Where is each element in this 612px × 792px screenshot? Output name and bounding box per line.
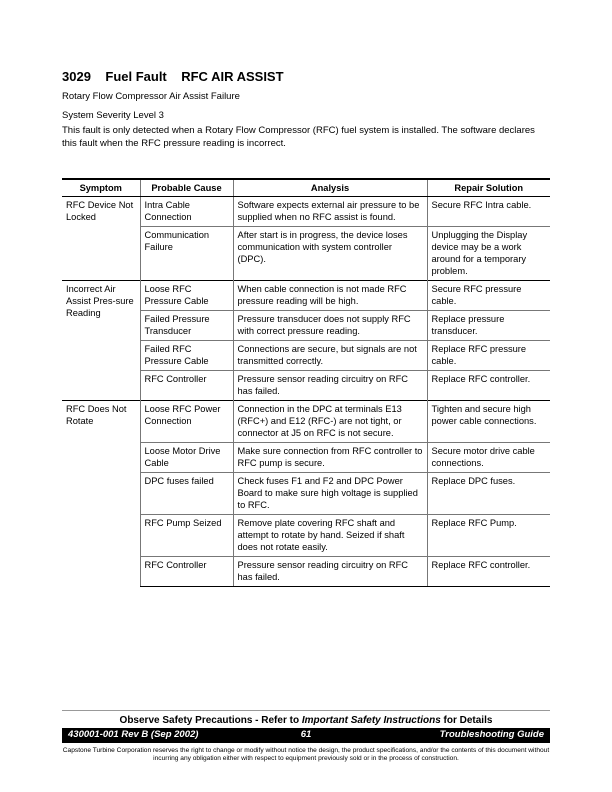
table-row: [62, 197, 550, 227]
document-number: 430001-001 Rev B (Sep 2002): [68, 729, 199, 740]
fault-description: This fault is only detected when a Rotary Flow Compressor (RFC) fuel system is installed. The software declares this fault when the RFC pressure reading is incorrect.: [62, 125, 535, 149]
cause-cell: RFC Controller: [140, 557, 233, 587]
repair-cell: Secure motor drive cable connections.: [427, 443, 550, 473]
repair-cell: Secure RFC pressure cable.: [427, 281, 550, 311]
safety-note: [0, 715, 612, 726]
repair-cell: Replace pressure transducer.: [427, 311, 550, 341]
table-row: [62, 401, 550, 443]
cause-cell: Intra Cable Connection: [140, 197, 233, 227]
cause-cell: RFC Pump Seized: [140, 515, 233, 557]
safety-note-suffix: for Details: [440, 715, 493, 726]
page-number: 61: [300, 729, 312, 740]
col-header-cause: Probable Cause: [140, 179, 233, 197]
repair-cell: Replace RFC controller.: [427, 557, 550, 587]
analysis-cell: Remove plate covering RFC shaft and attempt to rotate by hand. Seized if shaft does not rotate easily.: [233, 515, 427, 557]
safety-note-link-text: Important Safety Instructions: [301, 715, 441, 726]
repair-cell: Replace RFC controller.: [427, 371, 550, 401]
severity-level: System Severity Level 3: [62, 110, 164, 121]
fault-name: RFC AIR ASSIST: [181, 69, 284, 84]
repair-cell: Replace DPC fuses.: [427, 473, 550, 515]
cause-cell: Communication Failure: [140, 227, 233, 281]
section-title: Troubleshooting Guide: [439, 729, 544, 740]
repair-cell: Replace RFC pressure cable.: [427, 341, 550, 371]
analysis-cell: Check fuses F1 and F2 and DPC Power Board to make sure high voltage is supplied to RFC.: [233, 473, 427, 515]
col-header-repair: Repair Solution: [427, 179, 550, 197]
fault-category: Fuel Fault: [105, 69, 167, 84]
cause-cell: Failed RFC Pressure Cable: [140, 341, 233, 371]
analysis-cell: Pressure transducer does not supply RFC with correct pressure reading.: [233, 311, 427, 341]
analysis-cell: Connection in the DPC at terminals E13 (RFC+) and E12 (RFC-) are not tight, or connector at J5 on RFC is not secure.: [233, 401, 427, 443]
analysis-cell: Pressure sensor reading circuitry on RFC has failed.: [233, 371, 427, 401]
fault-heading: [62, 69, 284, 84]
analysis-cell: Software expects external air pressure to be supplied when no RFC assist is found.: [233, 197, 427, 227]
analysis-cell: Pressure sensor reading circuitry on RFC has failed.: [233, 557, 427, 587]
footer-bar: [62, 728, 550, 743]
legal-disclaimer: Capstone Turbine Corporation reserves the right to change or modify without notice the design, the product specifications, and/or the contents of this document without incurring any obligation either with respect to equipment previously sold or in the process of construction.: [62, 747, 550, 762]
cause-cell: Loose RFC Pressure Cable: [140, 281, 233, 311]
footer-divider: [62, 710, 550, 711]
safety-note-prefix: Observe Safety Precautions - Refer to: [119, 715, 302, 726]
symptom-cell: Incorrect Air Assist Pres-sure Reading: [62, 281, 140, 401]
analysis-cell: Make sure connection from RFC controller to RFC pump is secure.: [233, 443, 427, 473]
analysis-cell: Connections are secure, but signals are not transmitted correctly.: [233, 341, 427, 371]
col-header-symptom: Symptom: [62, 179, 140, 197]
cause-cell: Loose RFC Power Connection: [140, 401, 233, 443]
cause-cell: RFC Controller: [140, 371, 233, 401]
repair-cell: Replace RFC Pump.: [427, 515, 550, 557]
repair-cell: Unplugging the Display device may be a work around for a temporary problem.: [427, 227, 550, 281]
symptom-cell: RFC Device Not Locked: [62, 197, 140, 281]
cause-cell: DPC fuses failed: [140, 473, 233, 515]
troubleshooting-table: [62, 178, 550, 587]
repair-cell: Secure RFC Intra cable.: [427, 197, 550, 227]
col-header-analysis: Analysis: [233, 179, 427, 197]
table-header-row: [62, 179, 550, 197]
fault-subtitle: Rotary Flow Compressor Air Assist Failure: [62, 91, 240, 102]
table-row: [62, 281, 550, 311]
fault-code: 3029: [62, 69, 91, 84]
cause-cell: Loose Motor Drive Cable: [140, 443, 233, 473]
repair-cell: Tighten and secure high power cable connections.: [427, 401, 550, 443]
cause-cell: Failed Pressure Transducer: [140, 311, 233, 341]
analysis-cell: When cable connection is not made RFC pressure reading will be high.: [233, 281, 427, 311]
symptom-cell: RFC Does Not Rotate: [62, 401, 140, 587]
analysis-cell: After start is in progress, the device loses communication with system controller (DPC).: [233, 227, 427, 281]
